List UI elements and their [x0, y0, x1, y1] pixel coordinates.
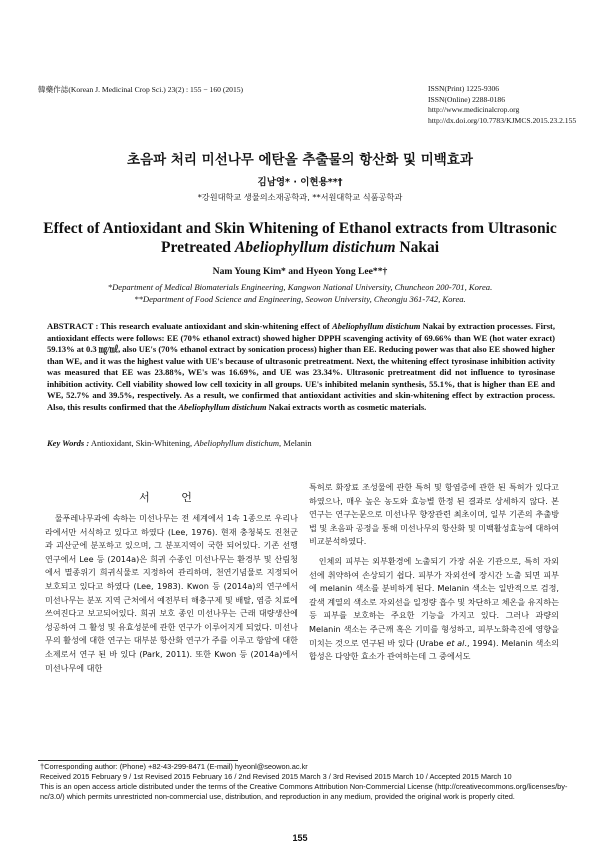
- right-paragraph-1: 특허로 화장료 조성물에 관한 특허 및 항염증에 관한 된 특허가 있다고 하였으나, 매우 높은 농도와 효능별 한정 된 결과로 상세하지 않다. 본 연구는 연구논문으로 미선나무 향장관련 최초이며, 일부 기존의 추출방법 및 초음파 공정을 통해 미선나무의 항산화 및 미백활성효능에 대하여 비교분석하였다.: [309, 482, 559, 547]
- korean-authors: 김남영* · 이현용**†: [257, 177, 343, 188]
- doi-link[interactable]: http://dx.doi.org/10.7783/KJMCS.2015.23.2.155: [428, 115, 577, 125]
- korean-affiliation: *강원대학교 생물의소재공학과, **서원대학교 식품공학과: [197, 192, 403, 202]
- english-affiliations: [0, 281, 600, 305]
- left-paragraph-1: 물푸레나무과에 속하는 미선나무는 전 세계에서 1속 1종으로 우리나라에서만 서식하고 있다고 하였다 (Lee, 1976). 현재 충청북도 진천군과 괴산군에 분포하고 있으며, 그 분포지역이 국한 되어있다. 기존 선행연구에서 Lee 등 (2014a)은 희귀 수종인 미선나무는 환경부 및 산림청에서 멸종위기 희귀식물로 지정하여 관리하며, 천연기념물로 지정되어 보호되고 있다고 하였다 (Lee, 1983). Kwon 등 (2014a)의 연구에서 미선나무는 분포 지역 근처에서 예전부터 해충구제 및 배탈, 염증 치료에 쓰여진다고 보고되어있다. 희귀 보호 종인 미선나무는 근래 대량생산에 성공하여 그 활성 및 유효성분에 관한 연구가 이루어지게 되었다. 미선나무의 활성에 대한 연구는 대부분 항산화 연구가 주를 이루고 항암에 대한 소제로서 연구 된 바 있다 (Park, 2011). 또한 Kwon 등 (2014a)에서 미선나무에 대한: [45, 513, 298, 673]
- footnote-divider: [38, 760, 238, 761]
- right-column: [309, 481, 559, 664]
- korean-title: 초음파 처리 미선나무 에탄올 추출물의 항산화 및 미백효과: [127, 152, 473, 168]
- title-post: Nakai: [395, 239, 439, 256]
- header-identifiers: [428, 84, 577, 126]
- journal-citation: 韓藥作誌(Korean J. Medicinal Crop Sci.) 23(2) : 155 − 160 (2015): [38, 85, 244, 94]
- right-paragraph-2: [309, 555, 559, 664]
- page-number: 155: [292, 833, 308, 843]
- section-heading-introduction: 서 언: [139, 491, 206, 504]
- received-dates: Received 2015 February 9 / 1st Revised 2015 February 16 / 2nd Revised 2015 March 3 / 3rd Revised 2015 March 10 / Accepted 2015 March 10: [40, 772, 512, 781]
- abstract-part-1: ABSTRACT : This research evaluate antioxidant and skin-whitening effect of: [47, 321, 333, 331]
- title-species: Abeliophyllum distichum: [234, 239, 396, 256]
- abstract: [47, 321, 555, 413]
- right-paragraph-2-text: 인체의 피부는 외부환경에 노출되기 가장 쉬운 기관으로, 특히 자외선에 취약하여 손상되기 쉽다. 피부가 자외선에 장시간 노출 되면 피부에 melanin 색소를 분비하게 된다. Melanin 색소는 일반적으로 검정, 갈색 계열의 색소로 자외선을 일정량 흡수 및 차단하고 체온을 유지하는 등 피부를 보호하는 주요한 기능을 가지고 있다. 그러나 과량의 Melanin 색소는 주근깨 혹은 기미를 형성하고, 피부노화촉진에 영향을 미치는 것으로 연구된 바 있다 (Urabe: [309, 555, 559, 648]
- left-column: [45, 512, 298, 675]
- keywords-label: Key Words :: [47, 438, 90, 448]
- license-statement: This is an open access article distributed under the terms of the Creative Commons Attribution Non-Commercial License (http://creativecommons.org/licenses/by-nc/3.0/) which permits unrestricted non-commercial use, distribution, and reproduction in any medium, provided the original work is properly cited.: [40, 782, 568, 801]
- affiliation-2: **Department of Food Science and Engineering, Seowon University, Cheongju 361-742, Korea.: [134, 294, 466, 304]
- keywords: [47, 438, 555, 448]
- journal-url[interactable]: http://www.medicinalcrop.org: [428, 105, 520, 114]
- keywords-pre: Antioxidant, Skin-Whitening,: [89, 438, 195, 448]
- english-title-line2: [40, 238, 560, 257]
- et-al: et al: [446, 637, 465, 648]
- issn-online: ISSN(Online) 2288-0186: [428, 94, 505, 104]
- issn-print: ISSN(Print) 1225-9306: [428, 84, 500, 93]
- english-title-line1: Effect of Antioxidant and Skin Whitening of Ethanol extracts from Ultrasonic: [43, 220, 557, 237]
- corresponding-author: †Corresponding author: (Phone) +82-43-299-8471 (E-mail) hyeonl@seowon.ac.kr: [40, 762, 308, 771]
- abstract-part-3: Nakai extracts worth as cosmetic materials.: [266, 401, 427, 412]
- keywords-post: , Melanin: [279, 438, 312, 448]
- keywords-species: Abeliophyllum distichum: [194, 438, 280, 448]
- footnote: [40, 762, 570, 802]
- english-title: [40, 219, 560, 257]
- affiliation-1: *Department of Medical Biomaterials Engineering, Kangwon National University, Chuncheon 200-701, Korea.: [107, 282, 493, 292]
- abstract-species-2: Abeliophyllum distichum: [178, 401, 267, 412]
- english-authors: Nam Young Kim* and Hyeon Yong Lee**†: [212, 266, 388, 277]
- right-paragraph-2-tail: ., 1994). Melanin 색소의 합성은 다양한 효소가 관여하는데 그 중에서도: [309, 637, 560, 662]
- title-pre: Pretreated: [161, 239, 235, 256]
- abstract-species-1: Abeliophyllum distichum: [332, 321, 421, 331]
- abstract-part-2: Nakai by extraction processes. First, antioxidant effects were follows: EE (70% ethanol extract) showed higher DPPH scavenging activity of 69.66% than WE (hot water exract) 59.13% at 0.3 ㎎/㎖, also UE's (70% ethanol extract by sonication process) higher than EE. Reducing power was that also EE showed higher than WE, and it was the highest value with UE's because of ultrasonic pretreatment. Next, the whitening effect tyrosinase inhibition activity was measured that EE was 23.88%, WE's was 16.69%, and UE was 23.34%. Ultrasonic pretreatment did not influence to tyrosinase inhibition activity. Cell viability showed low cell toxicity in all groups. UE's inhibited melanin synthesis, 55.1%, that is higher than EE and WE, 52.7% and 39.5%, respectively. As a result, we confirmed that antioxidant activities and skin-whitening effect by extraction process. Also, this results confirmed that the: [47, 321, 555, 412]
